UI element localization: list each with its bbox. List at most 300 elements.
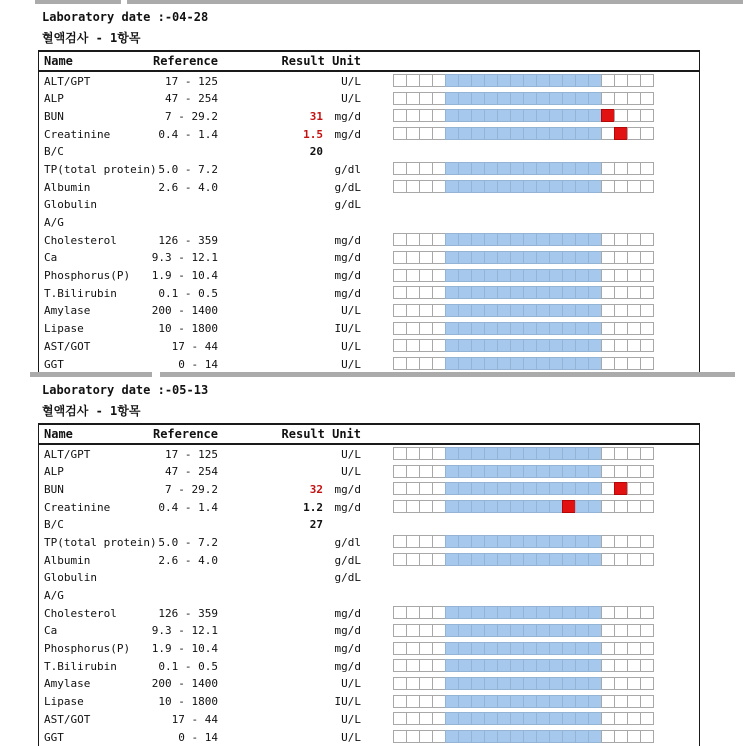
normal-range-cell [549, 304, 563, 317]
normal-range-cell [484, 162, 498, 175]
range-cell [601, 251, 615, 264]
range-cell [640, 339, 654, 352]
lab-row [39, 302, 699, 320]
normal-range-cell [588, 251, 602, 264]
range-bar [393, 659, 654, 672]
normal-range-cell [471, 535, 485, 548]
range-cell [419, 357, 433, 370]
range-cell [419, 74, 433, 87]
normal-range-cell [536, 642, 550, 655]
normal-range-cell [445, 269, 459, 282]
range-bar [393, 180, 654, 193]
normal-range-cell [497, 74, 511, 87]
range-bar [393, 109, 654, 122]
normal-range-cell [536, 162, 550, 175]
normal-range-cell [549, 624, 563, 637]
normal-range-cell [549, 535, 563, 548]
range-cell [614, 233, 628, 246]
normal-range-cell [497, 447, 511, 460]
range-cell [614, 251, 628, 264]
reference-range: 9.3 - 12.1 [151, 624, 218, 638]
range-cell [627, 465, 641, 478]
normal-range-cell [523, 92, 537, 105]
normal-range-cell [471, 286, 485, 299]
normal-range-cell [510, 357, 524, 370]
test-name: Globulin [44, 198, 97, 212]
normal-range-cell [575, 695, 589, 708]
range-cell [406, 642, 420, 655]
range-bar [393, 322, 654, 335]
test-name: Cholesterol [44, 233, 117, 247]
normal-range-cell [471, 233, 485, 246]
range-cell [601, 180, 615, 193]
normal-range-cell [575, 624, 589, 637]
range-cell [432, 357, 446, 370]
normal-range-cell [458, 695, 472, 708]
normal-range-cell [471, 92, 485, 105]
normal-range-cell [510, 304, 524, 317]
normal-range-cell [588, 695, 602, 708]
normal-range-cell [445, 677, 459, 690]
lab-results-table [38, 423, 700, 746]
unit-label: U/L [341, 357, 361, 371]
normal-range-cell [484, 642, 498, 655]
normal-range-cell [510, 730, 524, 743]
range-bar [393, 74, 654, 87]
out-of-range-marker [614, 127, 628, 140]
range-cell [640, 482, 654, 495]
lab-row [39, 214, 699, 232]
range-cell [406, 109, 420, 122]
test-name: Phosphorus(P) [44, 269, 131, 283]
normal-range-cell [523, 339, 537, 352]
lab-row [39, 463, 699, 481]
normal-range-cell [523, 535, 537, 548]
lab-row [39, 604, 699, 622]
range-cell [432, 712, 446, 725]
normal-range-cell [458, 606, 472, 619]
range-bar [393, 712, 654, 725]
normal-range-cell [458, 553, 472, 566]
range-cell [406, 92, 420, 105]
range-cell [640, 269, 654, 282]
normal-range-cell [510, 659, 524, 672]
lab-date-label: Laboratory date : [42, 383, 165, 397]
range-cell [419, 659, 433, 672]
reference-range: 5.0 - 7.2 [158, 162, 218, 176]
normal-range-cell [549, 92, 563, 105]
normal-range-cell [523, 659, 537, 672]
normal-range-cell [471, 659, 485, 672]
normal-range-cell [523, 447, 537, 460]
normal-range-cell [575, 109, 589, 122]
normal-range-cell [549, 127, 563, 140]
range-cell [419, 642, 433, 655]
normal-range-cell [445, 357, 459, 370]
normal-range-cell [484, 695, 498, 708]
mid-divider-long [160, 372, 735, 377]
range-cell [419, 500, 433, 513]
normal-range-cell [497, 712, 511, 725]
range-cell [432, 322, 446, 335]
range-cell [627, 233, 641, 246]
unit-label: g/dL [334, 180, 361, 194]
range-cell [614, 357, 628, 370]
range-cell [406, 322, 420, 335]
range-cell [419, 606, 433, 619]
range-cell [406, 180, 420, 193]
range-cell [393, 465, 407, 478]
range-cell [640, 659, 654, 672]
normal-range-cell [497, 642, 511, 655]
reference-range: 0.4 - 1.4 [158, 500, 218, 514]
range-cell [601, 127, 615, 140]
normal-range-cell [588, 127, 602, 140]
normal-range-cell [510, 482, 524, 495]
normal-range-cell [458, 74, 472, 87]
top-divider-short [35, 0, 121, 4]
unit-label: g/dL [334, 571, 361, 585]
lab-row [39, 640, 699, 658]
normal-range-cell [575, 465, 589, 478]
test-name: Lipase [44, 322, 84, 336]
test-name: ALT/GPT [44, 447, 91, 461]
normal-range-cell [497, 109, 511, 122]
normal-range-cell [445, 553, 459, 566]
range-cell [432, 606, 446, 619]
normal-range-cell [458, 322, 472, 335]
normal-range-cell [575, 677, 589, 690]
normal-range-cell [445, 712, 459, 725]
normal-range-cell [588, 357, 602, 370]
range-cell [627, 162, 641, 175]
range-cell [640, 286, 654, 299]
normal-range-cell [484, 624, 498, 637]
normal-range-cell [536, 269, 550, 282]
range-cell [601, 535, 615, 548]
normal-range-cell [458, 712, 472, 725]
range-cell [419, 269, 433, 282]
normal-range-cell [575, 659, 589, 672]
normal-range-cell [588, 465, 602, 478]
unit-label: U/L [341, 339, 361, 353]
reference-range: 0 - 14 [178, 357, 218, 371]
unit-label: U/L [341, 730, 361, 744]
range-cell [627, 251, 641, 264]
range-bar [393, 127, 654, 140]
normal-range-cell [484, 109, 498, 122]
normal-range-cell [471, 269, 485, 282]
normal-range-cell [549, 109, 563, 122]
range-cell [432, 465, 446, 478]
normal-range-cell [536, 286, 550, 299]
range-cell [406, 482, 420, 495]
range-cell [627, 180, 641, 193]
range-cell [393, 659, 407, 672]
lab-row [39, 480, 699, 498]
reference-range: 0.4 - 1.4 [158, 127, 218, 141]
normal-range-cell [588, 659, 602, 672]
normal-range-cell [536, 447, 550, 460]
normal-range-cell [471, 642, 485, 655]
range-cell [601, 269, 615, 282]
mid-divider-short [30, 372, 152, 377]
normal-range-cell [484, 659, 498, 672]
normal-range-cell [588, 730, 602, 743]
normal-range-cell [497, 180, 511, 193]
range-cell [393, 553, 407, 566]
reference-range: 2.6 - 4.0 [158, 553, 218, 567]
header-result-unit: Result Unit [281, 427, 361, 441]
range-cell [627, 730, 641, 743]
table-header-row [39, 425, 699, 445]
normal-range-cell [445, 535, 459, 548]
normal-range-cell [458, 339, 472, 352]
normal-range-cell [549, 695, 563, 708]
normal-range-cell [549, 712, 563, 725]
normal-range-cell [484, 339, 498, 352]
range-cell [406, 500, 420, 513]
normal-range-cell [562, 730, 576, 743]
range-cell [640, 357, 654, 370]
normal-range-cell [445, 127, 459, 140]
result-value: 20 [309, 145, 323, 159]
normal-range-cell [562, 553, 576, 566]
normal-range-cell [536, 251, 550, 264]
normal-range-cell [536, 500, 550, 513]
lab-row [39, 355, 699, 373]
normal-range-cell [497, 730, 511, 743]
range-cell [627, 322, 641, 335]
normal-range-cell [588, 269, 602, 282]
range-cell [601, 357, 615, 370]
range-cell [627, 659, 641, 672]
range-cell [419, 286, 433, 299]
normal-range-cell [458, 92, 472, 105]
range-cell [640, 712, 654, 725]
range-cell [640, 233, 654, 246]
normal-range-cell [562, 286, 576, 299]
range-cell [640, 251, 654, 264]
out-of-range-marker [601, 109, 615, 122]
range-cell [419, 465, 433, 478]
unit-label: mg/d [334, 659, 361, 673]
normal-range-cell [536, 127, 550, 140]
normal-range-cell [575, 730, 589, 743]
reference-range: 10 - 1800 [158, 322, 218, 336]
range-cell [419, 162, 433, 175]
lab-row [39, 249, 699, 267]
normal-range-cell [562, 92, 576, 105]
range-cell [419, 180, 433, 193]
range-cell [627, 286, 641, 299]
normal-range-cell [575, 322, 589, 335]
normal-range-cell [471, 677, 485, 690]
normal-range-cell [562, 465, 576, 478]
range-cell [601, 482, 615, 495]
normal-range-cell [523, 482, 537, 495]
normal-range-cell [549, 357, 563, 370]
reference-range: 7 - 29.2 [165, 109, 218, 123]
test-name: Globulin [44, 571, 97, 585]
normal-range-cell [549, 553, 563, 566]
range-cell [419, 730, 433, 743]
lab-row [39, 533, 699, 551]
normal-range-cell [588, 482, 602, 495]
range-bar [393, 500, 654, 513]
unit-label: mg/d [334, 624, 361, 638]
range-cell [393, 322, 407, 335]
range-cell [406, 606, 420, 619]
unit-label: mg/d [334, 482, 361, 496]
test-name: TP(total protein) [44, 535, 157, 549]
range-cell [393, 109, 407, 122]
unit-label: mg/d [334, 233, 361, 247]
normal-range-cell [575, 233, 589, 246]
range-cell [432, 553, 446, 566]
normal-range-cell [445, 465, 459, 478]
range-cell [406, 465, 420, 478]
range-cell [614, 500, 628, 513]
normal-range-cell [588, 712, 602, 725]
normal-range-cell [588, 624, 602, 637]
range-cell [627, 109, 641, 122]
normal-range-cell [497, 357, 511, 370]
reference-range: 200 - 1400 [151, 304, 218, 318]
normal-range-cell [445, 606, 459, 619]
range-cell [393, 695, 407, 708]
normal-range-cell [588, 74, 602, 87]
unit-label: mg/d [334, 286, 361, 300]
table-body [39, 445, 699, 746]
normal-range-cell [523, 251, 537, 264]
unit-label: U/L [341, 465, 361, 479]
range-cell [627, 606, 641, 619]
normal-range-cell [484, 251, 498, 264]
range-cell [406, 695, 420, 708]
test-name: Albumin [44, 553, 91, 567]
test-name: GGT [44, 357, 64, 371]
normal-range-cell [471, 447, 485, 460]
unit-label: U/L [341, 712, 361, 726]
normal-range-cell [484, 482, 498, 495]
normal-range-cell [445, 251, 459, 264]
lab-row [39, 675, 699, 693]
normal-range-cell [588, 92, 602, 105]
normal-range-cell [588, 339, 602, 352]
range-cell [640, 500, 654, 513]
range-cell [640, 304, 654, 317]
normal-range-cell [471, 553, 485, 566]
test-name: Amylase [44, 304, 91, 318]
result-value: 1.5 [303, 127, 323, 141]
normal-range-cell [562, 535, 576, 548]
result-value: 32 [309, 482, 323, 496]
normal-range-cell [510, 180, 524, 193]
normal-range-cell [523, 304, 537, 317]
normal-range-cell [458, 730, 472, 743]
top-divider-long [127, 0, 743, 4]
header-name: Name [44, 54, 73, 68]
normal-range-cell [536, 109, 550, 122]
range-cell [419, 304, 433, 317]
normal-range-cell [549, 233, 563, 246]
range-cell [601, 624, 615, 637]
range-bar [393, 92, 654, 105]
range-bar [393, 695, 654, 708]
normal-range-cell [497, 269, 511, 282]
range-cell [406, 162, 420, 175]
normal-range-cell [471, 712, 485, 725]
range-cell [393, 642, 407, 655]
normal-range-cell [562, 482, 576, 495]
unit-label: mg/d [334, 251, 361, 265]
result-value: 27 [309, 518, 323, 532]
range-cell [614, 465, 628, 478]
range-cell [419, 251, 433, 264]
range-cell [640, 109, 654, 122]
range-cell [432, 269, 446, 282]
normal-range-cell [497, 251, 511, 264]
reference-range: 17 - 44 [171, 339, 218, 353]
unit-label: mg/d [334, 127, 361, 141]
test-name: BUN [44, 482, 64, 496]
normal-range-cell [484, 447, 498, 460]
normal-range-cell [471, 251, 485, 264]
normal-range-cell [536, 695, 550, 708]
normal-range-cell [575, 74, 589, 87]
unit-label: g/dL [334, 553, 361, 567]
normal-range-cell [471, 500, 485, 513]
range-cell [640, 465, 654, 478]
normal-range-cell [588, 180, 602, 193]
normal-range-cell [471, 304, 485, 317]
range-cell [601, 642, 615, 655]
normal-range-cell [458, 269, 472, 282]
range-cell [432, 304, 446, 317]
reference-range: 200 - 1400 [151, 677, 218, 691]
header-reference: Reference [152, 54, 218, 68]
normal-range-cell [523, 269, 537, 282]
normal-range-cell [523, 127, 537, 140]
unit-label: U/L [341, 92, 361, 106]
normal-range-cell [497, 92, 511, 105]
range-cell [432, 677, 446, 690]
normal-range-cell [562, 447, 576, 460]
normal-range-cell [588, 304, 602, 317]
test-name: A/G [44, 216, 64, 229]
range-cell [432, 500, 446, 513]
normal-range-cell [510, 74, 524, 87]
range-cell [601, 500, 615, 513]
range-cell [393, 482, 407, 495]
normal-range-cell [549, 500, 563, 513]
normal-range-cell [445, 74, 459, 87]
range-bar [393, 286, 654, 299]
range-cell [419, 447, 433, 460]
normal-range-cell [510, 339, 524, 352]
normal-range-cell [588, 162, 602, 175]
normal-range-cell [510, 162, 524, 175]
normal-range-cell [458, 482, 472, 495]
normal-range-cell [549, 677, 563, 690]
normal-range-cell [471, 482, 485, 495]
normal-range-cell [484, 286, 498, 299]
normal-range-cell [588, 642, 602, 655]
lab-row [39, 107, 699, 125]
normal-range-cell [497, 322, 511, 335]
lab-row [39, 622, 699, 640]
